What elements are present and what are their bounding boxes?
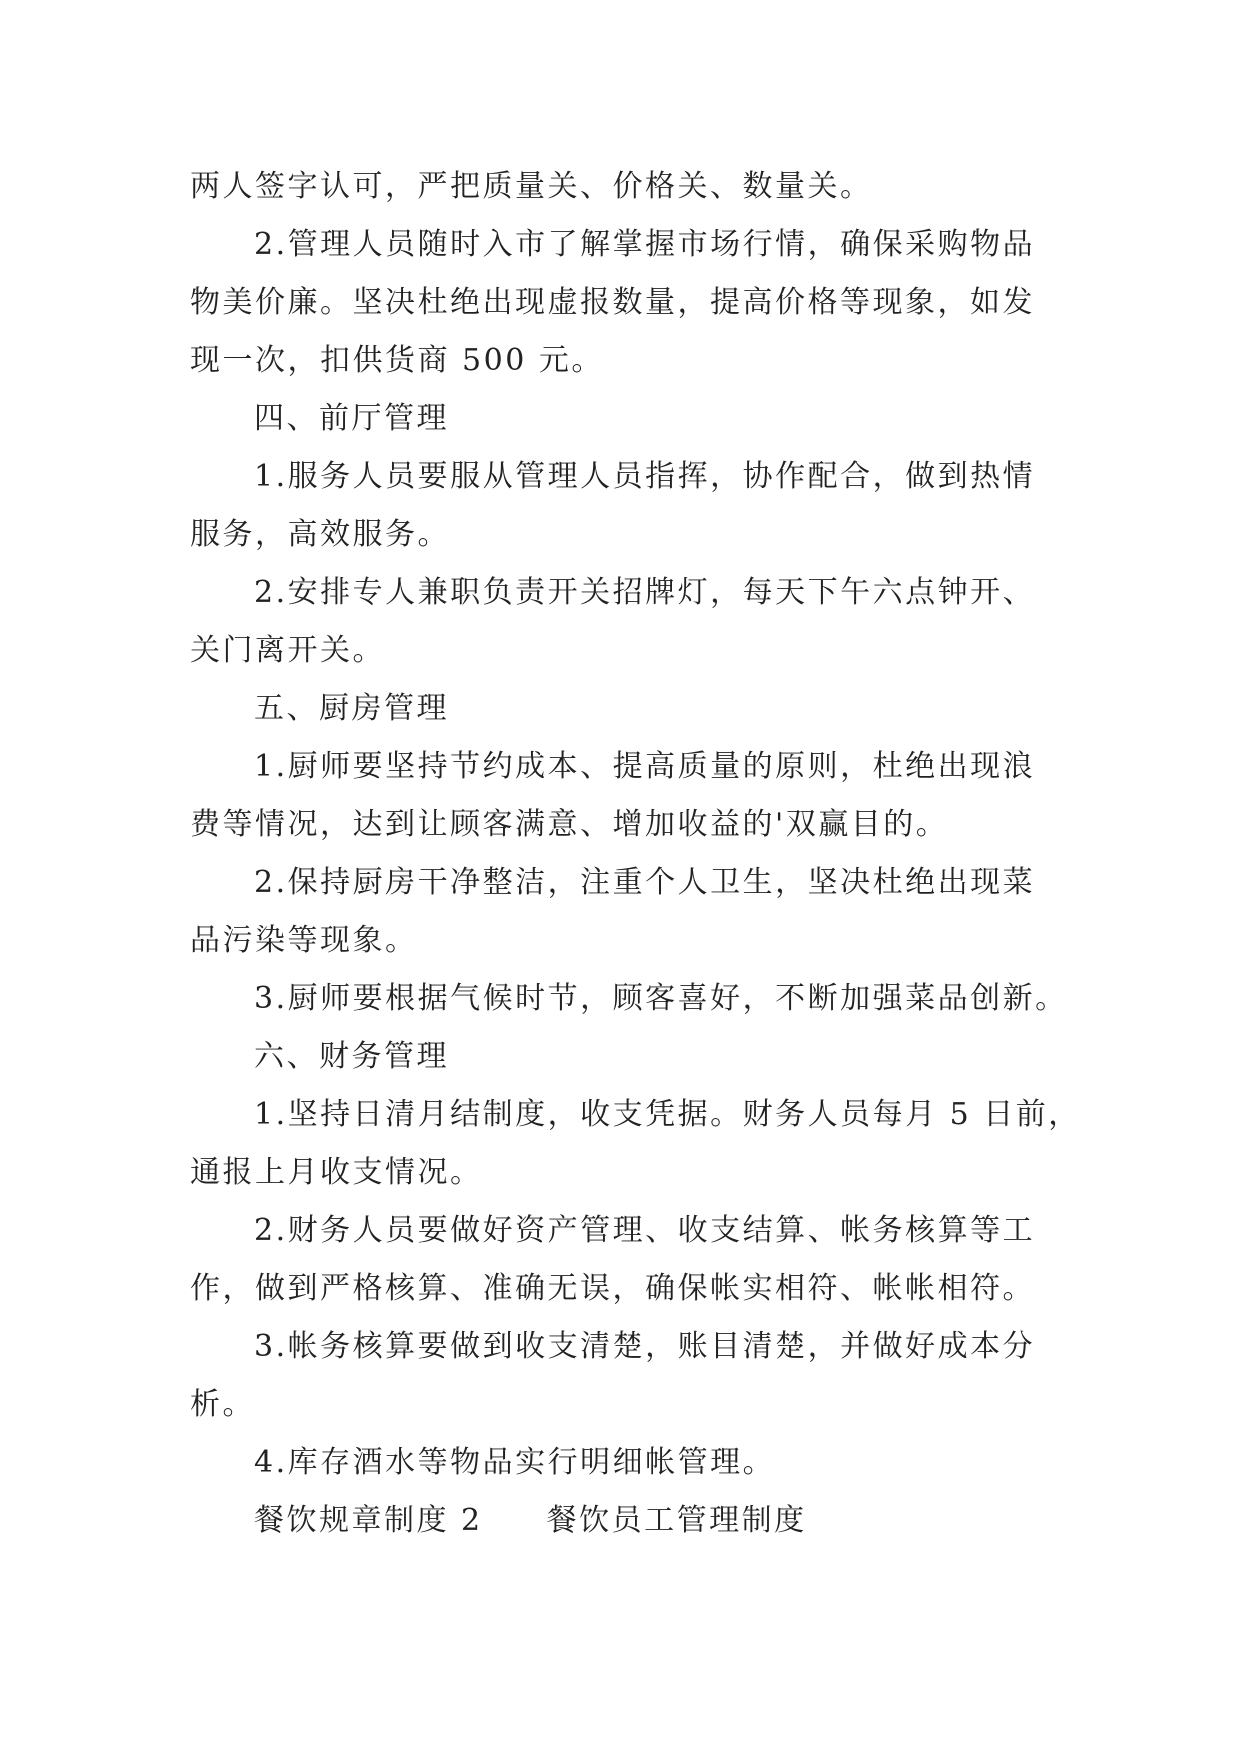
- title-part-1: 餐饮规章制度 2: [254, 1503, 483, 1538]
- text-line: 关门离开关。: [190, 633, 385, 668]
- text-line: 2.财务人员要做好资产管理、收支结算、帐务核算等工: [254, 1213, 1036, 1248]
- document-body: [190, 158, 1081, 1550]
- text-line: 析。: [190, 1387, 255, 1422]
- text-line: 品污染等现象。: [190, 923, 418, 958]
- text-line: 现一次，扣供货商 500 元。: [190, 343, 604, 378]
- section-heading: 五、厨房管理: [254, 691, 449, 726]
- title-part-2: 餐饮员工管理制度: [546, 1503, 807, 1538]
- text-line: 4.库存酒水等物品实行明细帐管理。: [254, 1445, 776, 1480]
- text-line: 1.服务人员要服从管理人员指挥，协作配合，做到热情: [254, 459, 1036, 494]
- text-line: 费等情况，达到让顾客满意、增加收益的'双赢目的。: [190, 807, 949, 842]
- text-line: 3.厨师要根据气候时节，顾客喜好，不断加强菜品创新。: [254, 981, 1068, 1016]
- text-line: 通报上月收支情况。: [190, 1155, 483, 1190]
- text-line: 作，做到严格核算、准确无误，确保帐实相符、帐帐相符。: [190, 1271, 1035, 1306]
- section-heading: 四、前厅管理: [254, 401, 449, 436]
- text-line: 服务，高效服务。: [190, 517, 450, 552]
- text-line: 两人签字认可，严把质量关、价格关、数量关。: [190, 169, 873, 204]
- text-line: 1.坚持日清月结制度，收支凭据。财务人员每月 5 日前，: [254, 1097, 1081, 1132]
- text-line: 3.帐务核算要做到收支清楚，账目清楚，并做好成本分: [254, 1329, 1036, 1364]
- section-heading: 六、财务管理: [254, 1039, 449, 1074]
- document-title-line: [190, 1492, 1050, 1550]
- text-line: 1.厨师要坚持节约成本、提高质量的原则，杜绝出现浪: [254, 749, 1036, 784]
- text-line: 2.安排专人兼职负责开关招牌灯，每天下午六点钟开、: [254, 575, 1036, 610]
- text-line: 物美价廉。坚决杜绝出现虚报数量，提高价格等现象，如发: [190, 285, 1035, 320]
- text-line: 2.保持厨房干净整洁，注重个人卫生，坚决杜绝出现菜: [254, 865, 1036, 900]
- text-line: 2.管理人员随时入市了解掌握市场行情，确保采购物品: [254, 227, 1036, 262]
